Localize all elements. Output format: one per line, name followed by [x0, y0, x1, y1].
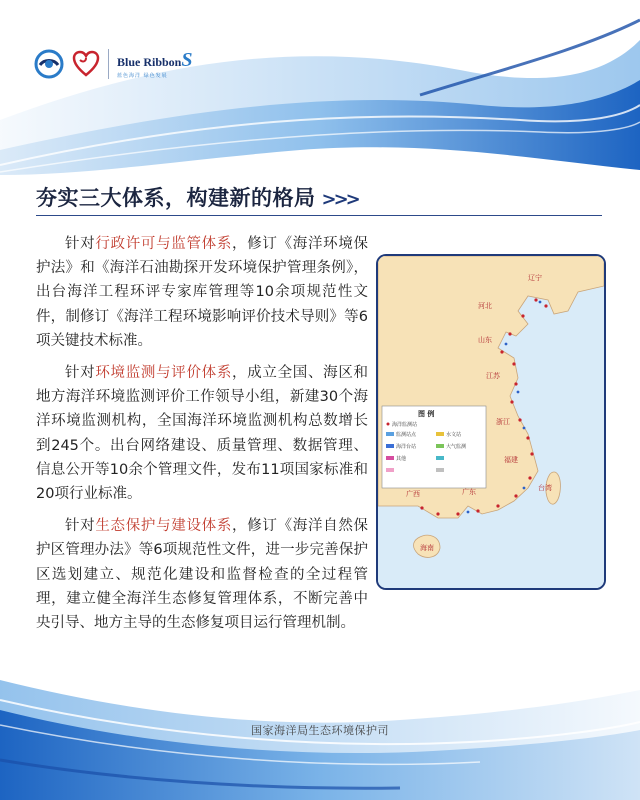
map-label-hainan: 海南	[420, 544, 434, 552]
monitoring-map	[376, 254, 606, 590]
map-label-guangxi: 广西	[406, 490, 420, 498]
section-title	[36, 182, 358, 212]
logo-divider	[108, 49, 109, 79]
map-label-hebei: 河北	[478, 302, 492, 310]
brand-subtitle: 蓝色海洋 绿色发展	[117, 73, 168, 79]
legend-item-2: 水文站	[446, 432, 462, 438]
china-coast-map-image	[378, 256, 604, 588]
highlight-ecology: 生态保护与建设体系	[95, 518, 233, 535]
ocean-logo-icon	[34, 49, 64, 79]
highlight-monitoring: 环境监测与评价体系	[95, 365, 233, 382]
brand-name: Blue Ribbon	[117, 55, 182, 69]
map-label-liaoning: 辽宁	[528, 274, 542, 282]
map-label-zhejiang: 浙江	[496, 418, 510, 426]
chevrons-icon: >>>	[321, 189, 358, 210]
brand-suffix: S	[181, 49, 193, 71]
section-title-text: 夯实三大体系，构建新的格局	[36, 186, 316, 210]
paragraph-ecology: 针对生态保护与建设体系，修订《海洋自然保护区管理办法》等6项规范性文件，进一步完善保护区选划建立、规范化建设和监督检查的全过程管理，建立健全海洋生态修复管理体系，不断完善中央引导、地方主导的生态修复项目运行管理机制。	[36, 518, 369, 632]
paragraph-admin-license: 针对行政许可与监管体系，修订《海洋环境保护法》和《海洋石油勘探开发环境保护管理条例》，出台海洋工程环评专家库管理等10余项规范性文件，制修订《海洋工程环境影响评价技术导则》等6项关键技术标准。	[36, 236, 369, 349]
body-text	[36, 232, 368, 643]
blue-ribbon-brand	[117, 49, 192, 79]
footer-org: 国家海洋局生态环境保护司	[251, 724, 389, 737]
map-legend-title: 图 例	[418, 410, 435, 418]
legend-item-3: 海洋台站	[396, 444, 417, 450]
map-label-shandong: 山东	[478, 336, 492, 344]
map-label-fujian: 福建	[504, 456, 518, 464]
legend-item-0: 海洋监测站	[392, 422, 418, 428]
paragraph-monitoring: 针对环境监测与评价体系，成立全国、海区和地方海洋环境监测评价工作领导小组，新建30个海洋环境监测机构，全国海洋环境监测机构总数增长到245个。出台网络建设、质量管理、数据管理、信息公开等10余个管理文件，发布11项国家标准和20项行业标准。	[36, 365, 369, 503]
top-wave-decoration	[0, 0, 640, 210]
map-label-jiangsu: 江苏	[486, 372, 500, 380]
map-label-guangdong: 广东	[462, 488, 476, 496]
map-label-taiwan: 台湾	[538, 484, 552, 492]
legend-item-1: 监测站点	[396, 432, 417, 438]
legend-item-5: 其他	[396, 456, 407, 462]
logo-bar	[34, 44, 192, 84]
title-divider	[36, 215, 602, 216]
highlight-admin-license: 行政许可与监管体系	[95, 236, 233, 252]
legend-item-4: 大气监测	[446, 444, 467, 450]
heart-logo-icon	[72, 50, 100, 78]
